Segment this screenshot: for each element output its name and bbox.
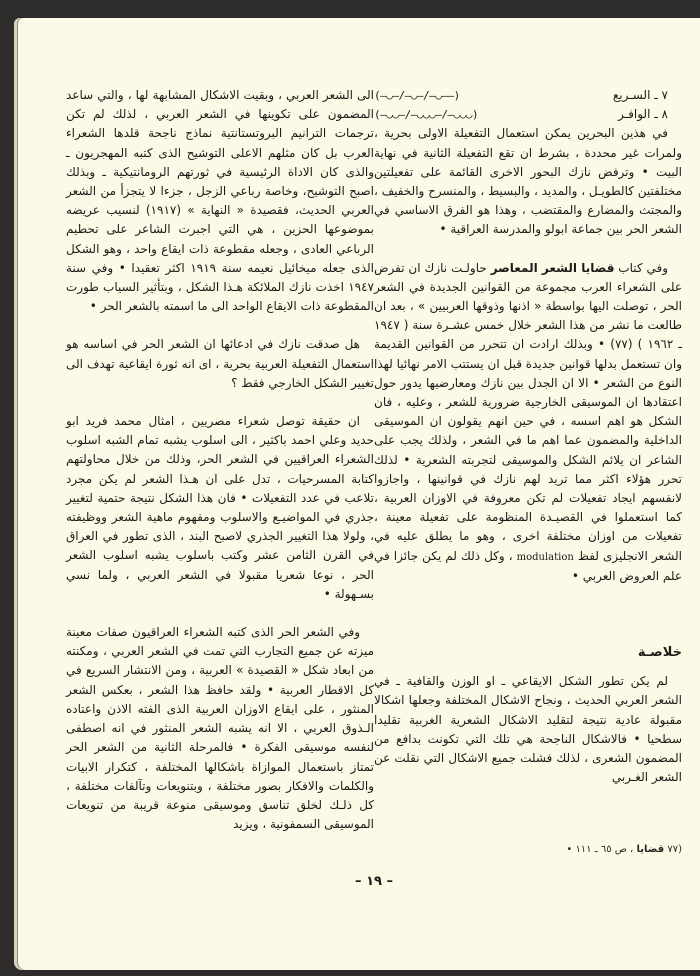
- meter-pattern: (—◡—/—◡—/—◡——): [374, 89, 460, 102]
- text-span: ، وكل ذلك لم يكن جائزا في علم العروض العربي •: [374, 548, 682, 583]
- document-page: [14, 18, 700, 970]
- text-span: حاولـت نازك ان تفرض على الشعراء العرب مجموعة من القوانين الجديدة في الشعر الحر ، توصلت اليها بواسطة « اذنها وذوقها العربيين » ، بعد ان طالعت ما نشر من هذا الشعر خلال خمس عشـرة سنة ( ١٩٤٧ ـ ١٩٦٢ ) (٧٧) • وبذلك ارادت ان تتحرر من القوانين القديمة وان تستعمل بدلها قوانين جديدة قبل ان يستتب الامر نهائيا لهذا النوع من الشعر • الا ان الجدل بين نازك ومعارضيها يدور حول اعتقادها ان الموسيقى الخارجية ضرورية للشعر ، وعليه ، فان الشكل هو اهم اسسه ، في حين انهم يقولون ان الموسيقى الداخلية والمضمون عما اهم ما في الشعر ، ولذلك يجب على الشاعر ان يلائم الشكل والموسيقى لتجربته الشعرية • لذلك تحرر هؤلاء اكثر مما تريد لهم نازك في قوانينها ، واجازوا لانفسهم ايجاد تفعيلات لم تكن معروفة في الاوزان العربية ، كما استعملوا في القصيـدة المنظومة على تفعيلة معينة ، تفعيلات من اوزان مختلفة اخرى ، وهو ما يطلق عليه في الشعر الانجليزى لفظ: [374, 260, 682, 563]
- text-span: وفي كتاب: [614, 260, 668, 275]
- meter-line: [374, 105, 682, 124]
- footnote-source: قضايا: [636, 844, 665, 855]
- left-column: [66, 86, 374, 834]
- right-column: [374, 86, 682, 788]
- paragraph: الى الشعر العربي ، وبقيت الاشكال المشابهة لها ، والتي ساعد المضمون على تكوينها في الشعر العربي ، لذلك لم تكن ترجمات الترانيم البروتستانتية نماذج ناجحة قلدها الشعراء العرب بل كان مثلهم الاعلى التوشيح الذى كتبه المهجريون ـ والذى كان الاداة الرئيسية في ثورتهم الرومانتيكية ـ وبذلك اصبح التوشيح، وخاصة رباعي الزجل ، جزءا لا يتجزأ من الشعر العربي الحديث، فقصيدة « النهاية » (١٩١٧) لنسيب عريضه بموضوعها الحزين ، هي التي اجبرت الشاعر على تحطيم الرباعي العادى ، وجعله مقطوعة ذات ايقاع واحد ، وهو الشكل الذى جعله ميخائيل نعيمه سنة ١٩١٩ اكثر تعقيدا • وفي سنة ١٩٤٧ اخذت نازك الملائكة هـذا الشكل ، وبتأثير السياب طورت المقطوعة ذات الايقاع الواحد الى ما اسمته بالشعر الحر •: [66, 88, 374, 314]
- meter-pattern: (—◡◡—/—◡◡◡—/—◡◡◡): [374, 108, 479, 122]
- footnote-number: (٧٧: [667, 844, 682, 855]
- paragraph: [374, 259, 682, 586]
- footnote: [374, 844, 682, 855]
- paragraph: هل صدقت نازك في ادعائها ان الشعر الحر في اساسه هو استعمال التفعيلة العربية بحرية ، اى انه ثورة ايقاعية تهدف الى تغيير الشكل الخارجي فقط ؟: [66, 337, 374, 390]
- paragraph: ان حقيقة توصل شعراء مصريين ، امثال محمد فريد ابو حديد وعلي احمد باكثير ، الى اسلوب يشبه تمام الشبه اسلوب الشعراء العراقيين في الشعر الحر، وذلك من خلال محاولتهم كتابة المسرحيات ، تدل على ان هـذا الشعر لم يكن مجرد تلاعب في عدد التفعيلات • فان هذا الشكل نتيجة حتمية لتغيير جذري في المواضيـع والاسلوب ومفهوم ماهية الشعر ووظيفته ، ولولا هذا التغيير الجذري لاصبح البند ، الذى تطور في العراق في القرن الثامن عشر وكتب باسلوب يشبه اسلوب الشعر الحر ، نوعا شعريا مقبولا في الشعر العربي ، ولما نسي بسـهولة •: [66, 414, 374, 601]
- latin-term: modulation: [516, 551, 574, 563]
- book-title: قضايا الشعر المعاصر: [490, 260, 615, 275]
- meter-line: [374, 86, 682, 105]
- section-heading: خلاصـة: [637, 645, 682, 661]
- footnote-pages: ، ص ٦٥ ـ ١١١ •: [566, 844, 634, 855]
- meter-name: ٧ ـ السـريع: [612, 88, 668, 102]
- page-number: – ١٩ –: [355, 874, 393, 889]
- paragraph: وفي الشعر الحر الذى كتبه الشعراء العراقيون صفات معينة ميزته عن جميع التجارب التي تمت في الشعر العربي ، ومكنته من ابعاد شكل « القصيدة » العربية ، ومن الانتشار السريع في كل الاقطار العربية • ولقد حافظ هذا الشعر ، بعكس الشعر المنثور ، على ايقاع الاوزان العربية الذى الفته الاذن واعتاده الـذوق العربي ، الا انه يشبه الشعر المنثور في انه اصطفى لنفسه موسيقى الفكرة • فالمرحلة الثانية من الشعر الحر تمتاز باستعمال الموازاة باشكالها المختلفة ، كتكرار الابيات والكلمات والافكار بصور مختلفة ، وبتنويعات وتآلفات مختلفة ، كل ذلـك لخلق تناسق وموسيقى منوعة قريبة من تنويعات الموسيقى السمفونية ، ويزيد: [66, 625, 374, 832]
- paragraph: لم يكن تطور الشكل الايقاعي ـ او الوزن والقافية ـ في الشعر العربي الحديث ، ونجاح الاشكال المختلفة وجعلها اشكالا مقبولة عادية نتيجة لتقليد الاشكال الشعرية الغربية تقليدا سطحيا • فالاشكال الناجحة هي تلك التي تكونت بدافع من المضمون الشعرى ، لذلك فشلت جميع الاشكال التي نقلت عن الشعر الغـربي: [374, 674, 682, 785]
- meter-name: ٨ ـ الوافـر: [618, 107, 668, 122]
- paragraph: في هذين البحرين يمكن استعمال التفعيلة الاولى بحرية ، ولمرات غير محددة ، بشرط ان تقع التفعيلة الثانية في نهاية البيت • وترفض نازك البحور الاخرى القائمة على تفعيلتين مختلفتين كالطويـل ، والمديد ، والبسيط ، والمنسرح والخفيف ، والمجتث والمضارع والمقتضب ، وهذا هو الفرق الاساسي في الشعر الحر بين جماعة ابولو والمدرسة العراقية •: [374, 126, 682, 237]
